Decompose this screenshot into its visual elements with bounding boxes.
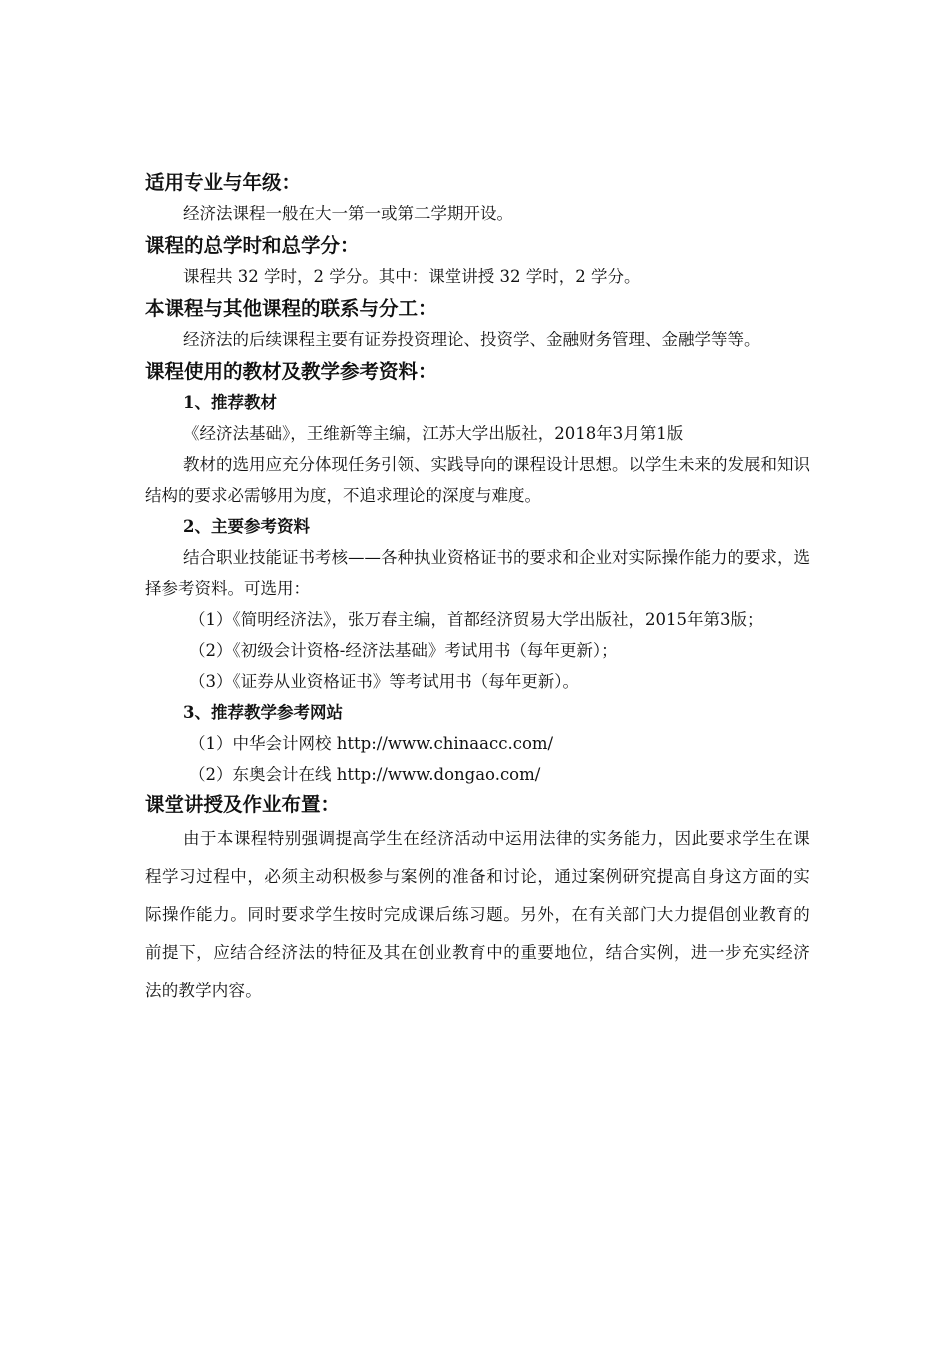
site-link-2[interactable]: （2）东奥会计在线 http://www.dongao.com/ [189, 765, 541, 784]
site-link-1[interactable]: （1）中华会计网校 http://www.chinaacc.com/ [189, 734, 554, 753]
textbook-subheading: 1、推荐教材 [183, 393, 277, 412]
textbook-note: 教材的选用应充分体现任务引领、实践导向的课程设计思想。以学生未来的发展和知识结构的要求必需够用为度，不追求理论的深度与难度。 [145, 455, 810, 505]
section-heading-hours: 课程的总学时和总学分： [145, 234, 360, 257]
section-heading-grade: 适用专业与年级： [145, 171, 302, 194]
ref-item-2: （2）《初级会计资格-经济法基础》考试用书（每年更新）； [189, 641, 618, 660]
textbook-item: 《经济法基础》，王维新等主编，江苏大学出版社，2018年3月第1版 [183, 424, 684, 443]
lecture-text: 由于本课程特别强调提高学生在经济活动中运用法律的实务能力，因此要求学生在课程学习过程中，必须主动积极参与案例的准备和讨论，通过案例研究提高自身这方面的实际操作能力。同时要求学生按时完成课后练习题。另外，在有关部门大力提倡创业教育的前提下，应结合经济法的特征及其在创业教育中的重要地位，结合实例，进一步充实经济法的教学内容。 [145, 829, 810, 1000]
ref-item-1: （1）《简明经济法》，张万春主编，首都经济贸易大学出版社，2015年第3版； [189, 610, 764, 629]
sites-subheading: 3、推荐教学参考网站 [183, 703, 343, 722]
grade-text: 经济法课程一般在大一第一或第二学期开设。 [183, 204, 513, 223]
document-page [145, 168, 810, 1010]
refs-intro: 结合职业技能证书考核——各种执业资格证书的要求和企业对实际操作能力的要求，选择参考资料。可选用： [145, 548, 810, 598]
ref-item-3: （3）《证券从业资格证书》等考试用书（每年更新）。 [189, 672, 579, 691]
hours-text: 课程共 32 学时，2 学分。其中：课堂讲授 32 学时，2 学分。 [183, 267, 641, 286]
refs-subheading: 2、主要参考资料 [183, 517, 310, 536]
section-heading-lecture: 课堂讲授及作业布置： [145, 793, 341, 816]
section-heading-relation: 本课程与其他课程的联系与分工： [145, 297, 438, 320]
relation-text: 经济法的后续课程主要有证券投资理论、投资学、金融财务管理、金融学等等。 [183, 330, 761, 349]
section-heading-materials: 课程使用的教材及教学参考资料： [145, 360, 438, 383]
